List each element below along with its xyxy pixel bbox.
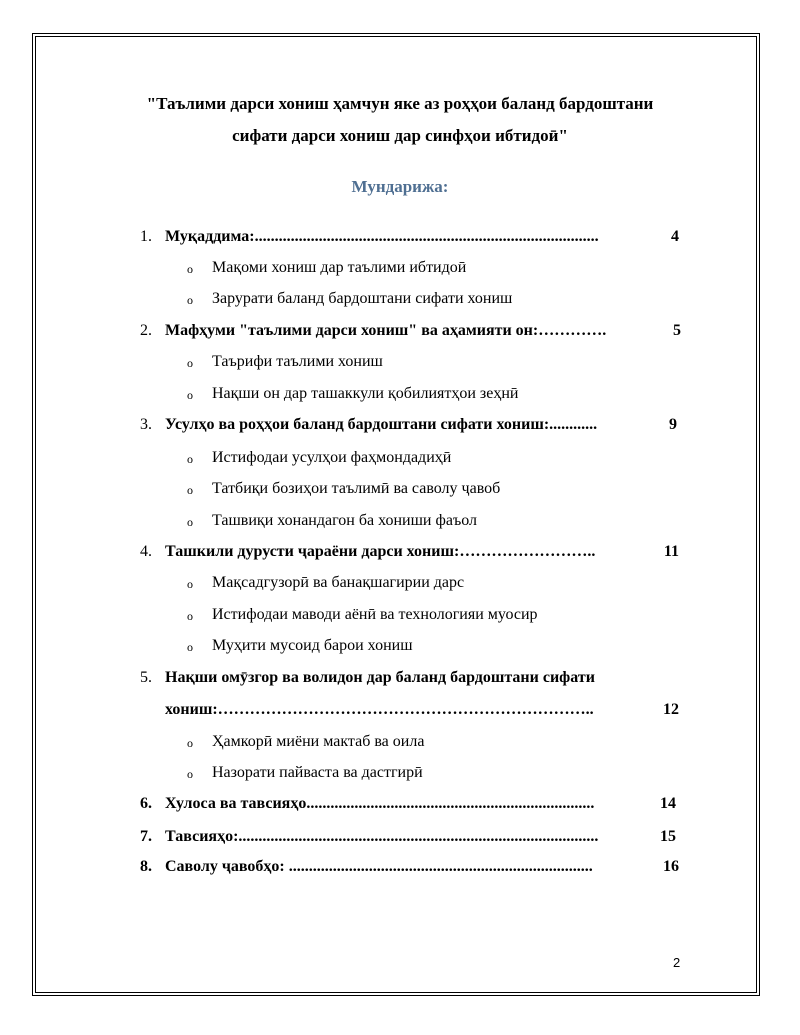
toc-entry-page: 11 bbox=[663, 543, 679, 560]
toc-subentry-label: Зарурати баланд бардоштани сифати хониш bbox=[212, 290, 513, 307]
toc-subentry[interactable] bbox=[0, 383, 800, 405]
toc-entry-number: 1. bbox=[140, 228, 152, 245]
toc-subentry-label: Мақоми хониш дар таълими ибтидоӣ bbox=[212, 259, 467, 276]
toc-entry-page: 5 bbox=[673, 322, 681, 339]
toc-subentry-label: Назорати пайваста ва дастгирӣ bbox=[212, 764, 423, 781]
toc-entry-label: Саволу ҷавобҳо: bbox=[165, 858, 289, 875]
bullet-icon: o bbox=[187, 767, 193, 781]
toc-subentry[interactable] bbox=[0, 351, 800, 373]
toc-subentry[interactable] bbox=[0, 478, 800, 500]
bullet-icon: o bbox=[187, 515, 193, 529]
toc-entry[interactable] bbox=[0, 414, 800, 436]
toc-entry-label: Усулҳо ва роҳҳои баланд бардоштани сифати хониш: bbox=[165, 416, 550, 433]
toc-entry-page: 16 bbox=[663, 858, 679, 875]
toc-subentry-label: Мақсадгузорӣ ва банақшагирии дарс bbox=[212, 574, 465, 591]
toc-entry-number: 5. bbox=[140, 669, 152, 686]
toc-subentry-label: Нақши он дар ташаккули қобилиятҳои зеҳнӣ bbox=[212, 385, 519, 402]
toc-entry[interactable] bbox=[0, 667, 800, 689]
document-title-line-1: "Таълими дарси хониш ҳамчун яке аз роҳҳои баланд бардоштани bbox=[146, 94, 654, 113]
toc-heading: Мундарижа: bbox=[351, 177, 449, 196]
toc-entry-label: Ташкили дурусти ҷараёни дарси хониш: bbox=[165, 543, 460, 560]
toc-subentry[interactable] bbox=[0, 288, 800, 310]
bullet-icon: o bbox=[187, 262, 193, 276]
toc-entry[interactable] bbox=[0, 826, 800, 848]
toc-entry-label: Хулоса ва тавсияҳо bbox=[165, 795, 307, 812]
toc-entry-page: 14 bbox=[660, 795, 676, 812]
bullet-icon: o bbox=[187, 388, 193, 402]
toc-entry-label: хониш: bbox=[165, 701, 218, 718]
toc-subentry-label: Ташвиқи хонандагон ба хониши фаъол bbox=[212, 512, 477, 529]
toc-subentry-label: Муҳити мусоид барои хониш bbox=[212, 637, 413, 654]
toc-subentry-label: Ҳамкорӣ миёни мактаб ва оила bbox=[212, 733, 425, 750]
toc-entry[interactable] bbox=[0, 793, 800, 815]
toc-entry-label: Нақши омӯзгор ва волидон дар баланд бардоштани сифати bbox=[165, 669, 595, 686]
toc-leader-dots: ...................................................................................... bbox=[254, 228, 599, 245]
bullet-icon: o bbox=[187, 356, 193, 370]
bullet-icon: o bbox=[187, 609, 193, 623]
toc-entry-number: 4. bbox=[140, 543, 152, 560]
toc-subentry[interactable] bbox=[0, 604, 800, 626]
bullet-icon: o bbox=[187, 293, 193, 307]
toc-entry-label: Мафҳуми "таълими дарси хониш" ва аҳамияти он: bbox=[165, 322, 539, 339]
toc-leader-dots: …………………………………………………………….. bbox=[217, 701, 594, 718]
toc-entry-number: 8. bbox=[140, 858, 152, 875]
toc-subentry[interactable] bbox=[0, 257, 800, 279]
document-title-line-2: сифати дарси хониш дар синфҳои ибтидоӣ" bbox=[232, 126, 568, 145]
toc-entry-number: 7. bbox=[140, 828, 152, 845]
toc-subentry[interactable] bbox=[0, 731, 800, 753]
toc-leader-dots: ............................................................................ bbox=[288, 858, 593, 875]
bullet-icon: o bbox=[187, 577, 193, 591]
toc-entry-number: 3. bbox=[140, 416, 152, 433]
toc-entry-page: 12 bbox=[663, 701, 679, 718]
toc-entry-number: 6. bbox=[140, 795, 152, 812]
toc-subentry[interactable] bbox=[0, 635, 800, 657]
toc-leader-dots: ........................................................................ bbox=[306, 795, 595, 812]
bullet-icon: o bbox=[187, 640, 193, 654]
toc-entry-continuation[interactable] bbox=[0, 699, 800, 721]
toc-entry-label: Тавсияҳо: bbox=[165, 828, 239, 845]
toc-leader-dots: .......................................................................................... bbox=[238, 828, 599, 845]
toc-subentry[interactable] bbox=[0, 762, 800, 784]
toc-subentry-label: Татбиқи бозиҳои таълимӣ ва саволу ҷавоб bbox=[212, 480, 501, 497]
toc-subentry-label: Таърифи таълими хониш bbox=[212, 353, 383, 370]
bullet-icon: o bbox=[187, 452, 193, 466]
toc-entry[interactable] bbox=[0, 226, 800, 248]
toc-entry[interactable] bbox=[0, 856, 800, 878]
page-number: 2 bbox=[673, 955, 681, 970]
toc-subentry-label: Истифодаи усулҳои фаҳмондадиҳӣ bbox=[212, 449, 452, 466]
toc-entry-page: 4 bbox=[671, 228, 679, 245]
toc-entry-page: 15 bbox=[660, 828, 676, 845]
toc-leader-dots: …………. bbox=[538, 322, 607, 339]
toc-entry-page: 9 bbox=[669, 416, 677, 433]
toc-entry-label: Муқаддима: bbox=[165, 228, 255, 245]
toc-entry[interactable] bbox=[0, 541, 800, 563]
toc-subentry[interactable] bbox=[0, 447, 800, 469]
toc-subentry[interactable] bbox=[0, 510, 800, 532]
toc-entry[interactable] bbox=[0, 320, 800, 342]
toc-subentry-label: Истифодаи маводи аёнӣ ва технологияи муосир bbox=[212, 606, 538, 623]
toc-entry-number: 2. bbox=[140, 322, 152, 339]
toc-leader-dots: …………………….. bbox=[459, 543, 596, 560]
toc-leader-dots: ............ bbox=[549, 416, 598, 433]
bullet-icon: o bbox=[187, 736, 193, 750]
toc-subentry[interactable] bbox=[0, 572, 800, 594]
bullet-icon: o bbox=[187, 483, 193, 497]
